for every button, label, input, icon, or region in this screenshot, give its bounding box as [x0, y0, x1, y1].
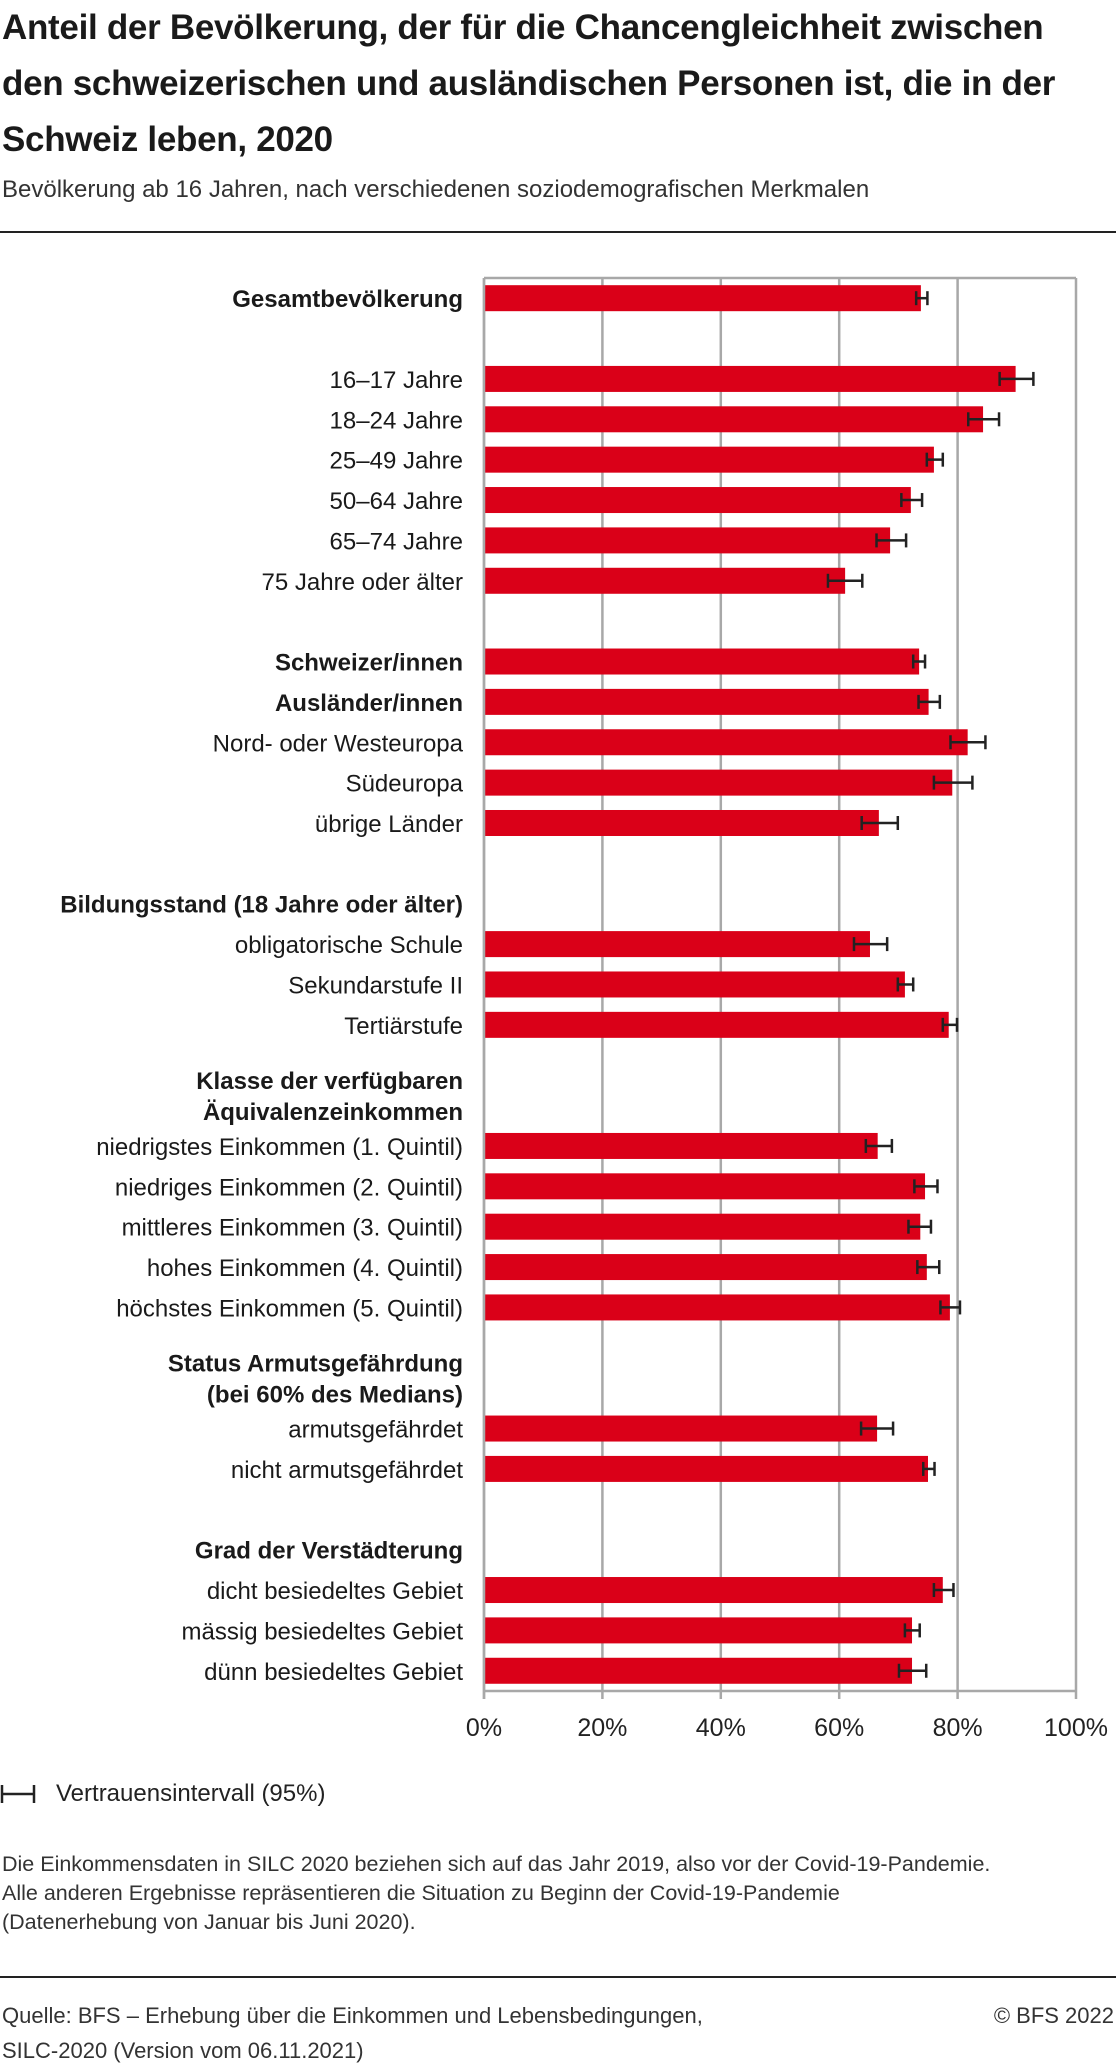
bar: [485, 729, 968, 755]
bar: [485, 285, 921, 311]
bar-row: [315, 810, 898, 838]
confidence-interval-icon: [0, 1782, 36, 1806]
group-header: Status Armutsgefährdung: [167, 1350, 463, 1378]
bar-row: [346, 770, 973, 798]
bar-row: [122, 1214, 931, 1242]
bar-row: [147, 1254, 939, 1282]
category-label: Südeuropa: [345, 770, 463, 798]
bar-row: [235, 931, 887, 959]
source: [2, 1998, 703, 2068]
category-label: 18–24 Jahre: [329, 407, 463, 435]
bar: [485, 1012, 949, 1038]
bar-row: [207, 1577, 954, 1605]
category-label: dünn besiedeltes Gebiet: [204, 1658, 463, 1686]
category-label: Schweizer/innen: [274, 649, 463, 677]
bar: [485, 1577, 943, 1603]
bar-row: [288, 971, 913, 999]
bar: [485, 689, 929, 715]
bar: [485, 527, 890, 553]
category-label: niedriges Einkommen (2. Quintil): [114, 1174, 463, 1202]
bar: [485, 810, 879, 836]
bar: [485, 1658, 912, 1684]
bar: [485, 366, 1016, 392]
bar-row: [330, 366, 1034, 394]
source-line: Quelle: BFS – Erhebung über die Einkommen und Lebensbedingungen,: [2, 2003, 703, 2028]
bar-row: [213, 729, 986, 757]
legend-label: Vertrauensintervall (95%): [56, 1780, 326, 1807]
x-tick-label: 60%: [814, 1713, 865, 1742]
category-label: hohes Einkommen (4. Quintil): [146, 1255, 463, 1283]
x-tick-label: 80%: [932, 1713, 983, 1742]
category-label: 16–17 Jahre: [329, 366, 463, 394]
category-label: 75 Jahre oder älter: [261, 568, 463, 596]
x-tick-label: 100%: [1044, 1713, 1108, 1742]
bar-row: [262, 568, 863, 596]
category-label: mittleres Einkommen (3. Quintil): [121, 1214, 463, 1242]
x-tick-label: 20%: [577, 1713, 628, 1742]
category-label: niedrigstes Einkommen (1. Quintil): [96, 1133, 463, 1161]
legend: [0, 1780, 325, 1808]
chart-subtitle: Bevölkerung ab 16 Jahren, nach verschiedenen soziodemografischen Merkmalen: [2, 176, 870, 203]
bar: [485, 568, 845, 594]
footnote: [2, 1850, 990, 1937]
bar: [485, 1617, 912, 1643]
bar: [485, 406, 983, 432]
category-label: 25–49 Jahre: [329, 447, 463, 475]
bar-row: [288, 1416, 893, 1444]
bar-row: [330, 406, 999, 434]
group-header: (bei 60% des Medians): [206, 1381, 463, 1409]
bar-row: [344, 1012, 957, 1040]
bar-row: [116, 1294, 960, 1322]
bar: [485, 1133, 878, 1159]
x-tick-label: 0%: [465, 1713, 503, 1742]
group-header: Äquivalenzeinkommen: [202, 1098, 463, 1126]
category-label: Ausländer/innen: [274, 689, 463, 717]
category-label: 50–64 Jahre: [329, 488, 463, 516]
bar-row: [182, 1617, 920, 1645]
bar-row: [275, 649, 925, 677]
bar: [485, 770, 952, 796]
bar: [485, 1456, 928, 1482]
bar: [485, 1214, 920, 1240]
category-label: armutsgefährdet: [288, 1416, 463, 1444]
x-tick-label: 40%: [695, 1713, 746, 1742]
footnote-line: Die Einkommensdaten in SILC 2020 beziehen sich auf das Jahr 2019, also vor der Covid-19-Pandemie.: [2, 1852, 991, 1876]
category-label: nicht armutsgefährdet: [230, 1456, 463, 1484]
bottom-divider: [0, 1976, 1116, 1978]
group-header: Klasse der verfügbaren: [196, 1067, 463, 1095]
group-header: Grad der Verstädterung: [194, 1537, 463, 1565]
bar: [485, 447, 934, 473]
bar-row: [232, 285, 927, 313]
bar: [485, 931, 870, 957]
bar: [485, 487, 911, 513]
bar: [485, 1173, 925, 1199]
category-label: höchstes Einkommen (5. Quintil): [116, 1295, 463, 1323]
bar-row: [204, 1658, 926, 1686]
chart-title: Anteil der Bevölkerung, der für die Chancengleichheit zwischen den schweizerischen und ausländischen Personen ist, die in der Schweiz leben, 2020: [2, 8, 1056, 159]
bar-row: [330, 487, 923, 515]
category-label: obligatorische Schule: [234, 932, 463, 960]
category-label: übrige Länder: [314, 810, 463, 838]
category-label: mässig besiedeltes Gebiet: [181, 1618, 463, 1646]
footnote-line: Alle anderen Ergebnisse repräsentieren die Situation zu Beginn der Covid-19-Pandemie: [2, 1881, 840, 1905]
category-label: Gesamtbevölkerung: [232, 286, 463, 314]
category-label: dicht besiedeltes Gebiet: [206, 1578, 463, 1606]
bar: [485, 1294, 950, 1320]
category-label: Nord- oder Westeuropa: [212, 730, 463, 758]
category-label: Tertiärstufe: [344, 1012, 463, 1040]
bar-row: [330, 527, 907, 555]
category-label: 65–74 Jahre: [329, 528, 463, 556]
bar: [485, 1416, 877, 1442]
bar-row: [115, 1173, 938, 1201]
source-line: SILC-2020 (Version vom 06.11.2021): [2, 2038, 364, 2063]
category-label: Sekundarstufe II: [288, 972, 463, 1000]
bar-row: [96, 1133, 892, 1161]
group-header: Bildungsstand (18 Jahre oder älter): [60, 891, 463, 919]
copyright: © BFS 2022: [993, 2003, 1114, 2028]
bar: [485, 649, 919, 675]
bar-row: [330, 447, 943, 475]
bar: [485, 971, 905, 997]
bar: [485, 1254, 927, 1280]
footnote-line: (Datenerhebung von Januar bis Juni 2020).: [2, 1910, 416, 1934]
bar-row: [231, 1456, 935, 1484]
bar-row: [275, 689, 940, 717]
